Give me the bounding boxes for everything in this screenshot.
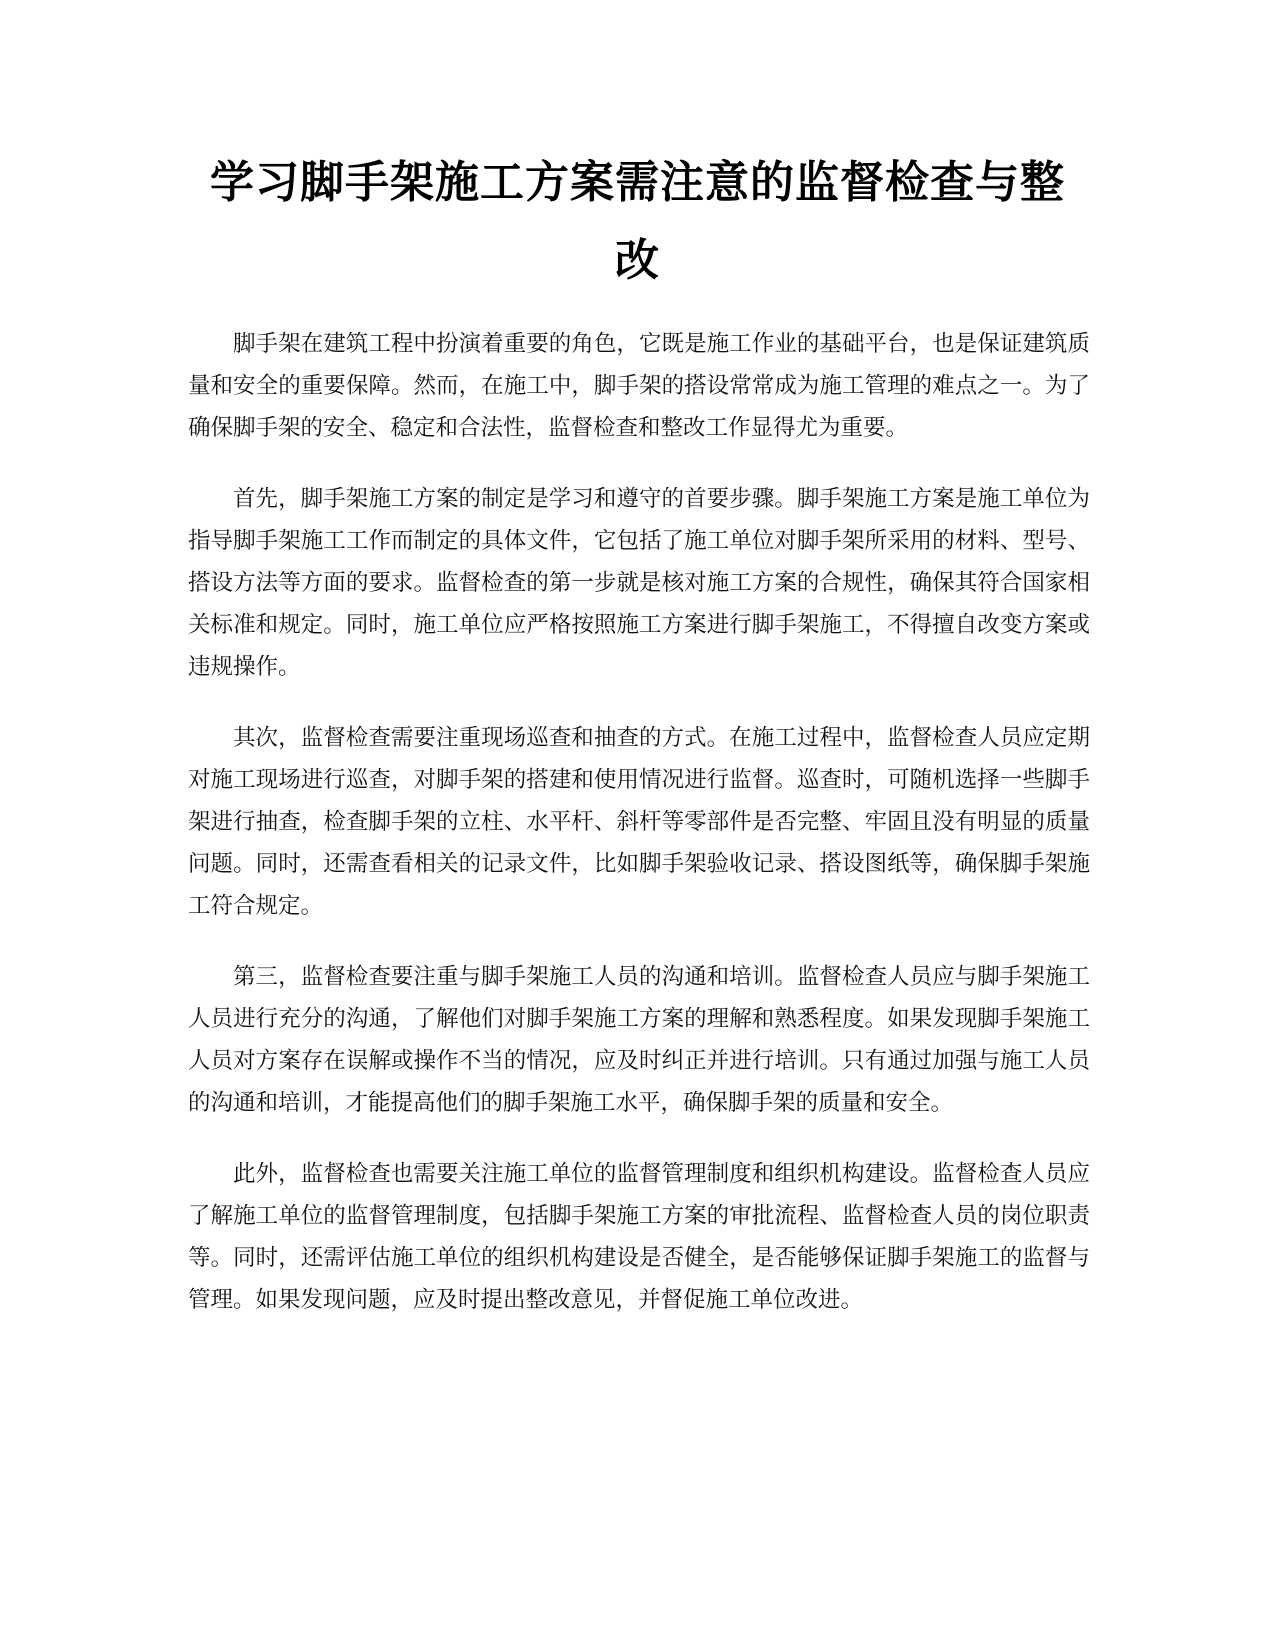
document-title: 学习脚手架施工方案需注意的监督检查与整改 bbox=[210, 157, 1065, 286]
paragraph-2: 首先，脚手架施工方案的制定是学习和遵守的首要步骤。脚手架施工方案是施工单位为指导脚手架施工工作而制定的具体文件，它包括了施工单位对脚手架所采用的材料、型号、搭设方法等方面的要求。监督检查的第一步就是核对施工方案的合规性，确保其符合国家相关标准和规定。同时，施工单位应严格按照施工方案进行脚手架施工，不得擅自改变方案或违规操作。 bbox=[188, 486, 1090, 680]
paragraph-3: 其次，监督检查需要注重现场巡查和抽查的方式。在施工过程中，监督检查人员应定期对施工现场进行巡查，对脚手架的搭建和使用情况进行监督。巡查时，可随机选择一些脚手架进行抽查，检查脚手架的立柱、水平杆、斜杆等零部件是否完整、牢固且没有明显的质量问题。同时，还需查看相关的记录文件，比如脚手架验收记录、搭设图纸等，确保脚手架施工符合规定。 bbox=[188, 725, 1090, 919]
paragraph-4: 第三，监督检查要注重与脚手架施工人员的沟通和培训。监督检查人员应与脚手架施工人员进行充分的沟通，了解他们对脚手架施工方案的理解和熟悉程度。如果发现脚手架施工人员对方案存在误解或操作不当的情况，应及时纠正并进行培训。只有通过加强与施工人员的沟通和培训，才能提高他们的脚手架施工水平，确保脚手架的质量和安全。 bbox=[188, 964, 1090, 1116]
paragraph-5: 此外，监督检查也需要关注施工单位的监督管理制度和组织机构建设。监督检查人员应了解施工单位的监督管理制度，包括脚手架施工方案的审批流程、监督检查人员的岗位职责等。同时，还需评估施工单位的组织机构建设是否健全，是否能够保证脚手架施工的监督与管理。如果发现问题，应及时提出整改意见，并督促施工单位改进。 bbox=[188, 1161, 1090, 1313]
document-body bbox=[188, 323, 1090, 1350]
paragraph-1: 脚手架在建筑工程中扮演着重要的角色，它既是施工作业的基础平台，也是保证建筑质量和安全的重要保障。然而，在施工中，脚手架的搭设常常成为施工管理的难点之一。为了确保脚手架的安全、稳定和合法性，监督检查和整改工作显得尤为重要。 bbox=[188, 331, 1090, 441]
